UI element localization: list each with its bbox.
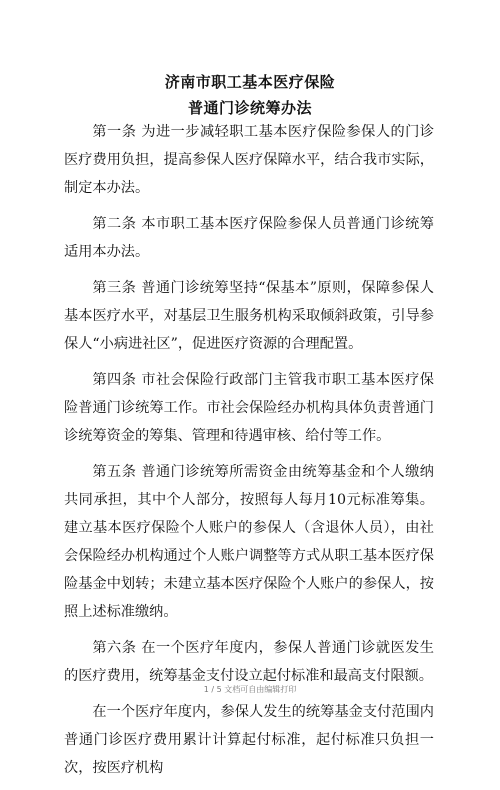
page-footer: 1 / 5 文档可自由编辑打印 [203,685,297,694]
document-subtitle: 普通门诊统筹办法 [187,99,312,117]
article-2-paragraph: 第二条 本市职工基本医疗保险参保人员普通门诊统筹适用本办法。 [64,216,434,260]
article-3-paragraph: 第三条 普通门诊统筹坚持“保基本”原则，保障参保人基本医疗水平，对基层卫生服务机构采取倾斜政策，引导参保人“小病进社区”，促进医疗资源的合理配置。 [64,280,434,352]
article-4-paragraph: 第四条 市社会保险行政部门主管我市职工基本医疗保险普通门诊统筹工作。市社会保险经办机构具体负责普通门诊统筹资金的筹集、管理和待遇审核、给付等工作。 [64,372,434,444]
article-6-paragraph: 第六条 在一个医疗年度内，参保人普通门诊就医发生的医疗费用，统筹基金支付设立起付标准和最高支付限额。 [64,640,434,684]
article-5-paragraph: 第五条 普通门诊统筹所需资金由统筹基金和个人缴纳共同承担，其中个人部分，按照每人每月10元标准筹集。建立基本医疗保险个人账户的参保人（含退休人员），由社会保险经办机构通过个人账户调整等方式从职工基本医疗保险基金中划转；未建立基本医疗保险个人账户的参保人，按照上述标准缴纳。 [64,464,434,620]
document-title: 济南市职工基本医疗保险 [164,73,336,91]
article-1-paragraph: 第一条 为进一步减轻职工基本医疗保险参保人的门诊医疗费用负担，提高参保人医疗保障水平，结合我市实际，制定本办法。 [64,124,434,196]
continuation-paragraph: 在一个医疗年度内，参保人发生的统筹基金支付范围内普通门诊医疗费用累计计算起付标准，起付标准只负担一次，按医疗机构 [64,704,434,776]
